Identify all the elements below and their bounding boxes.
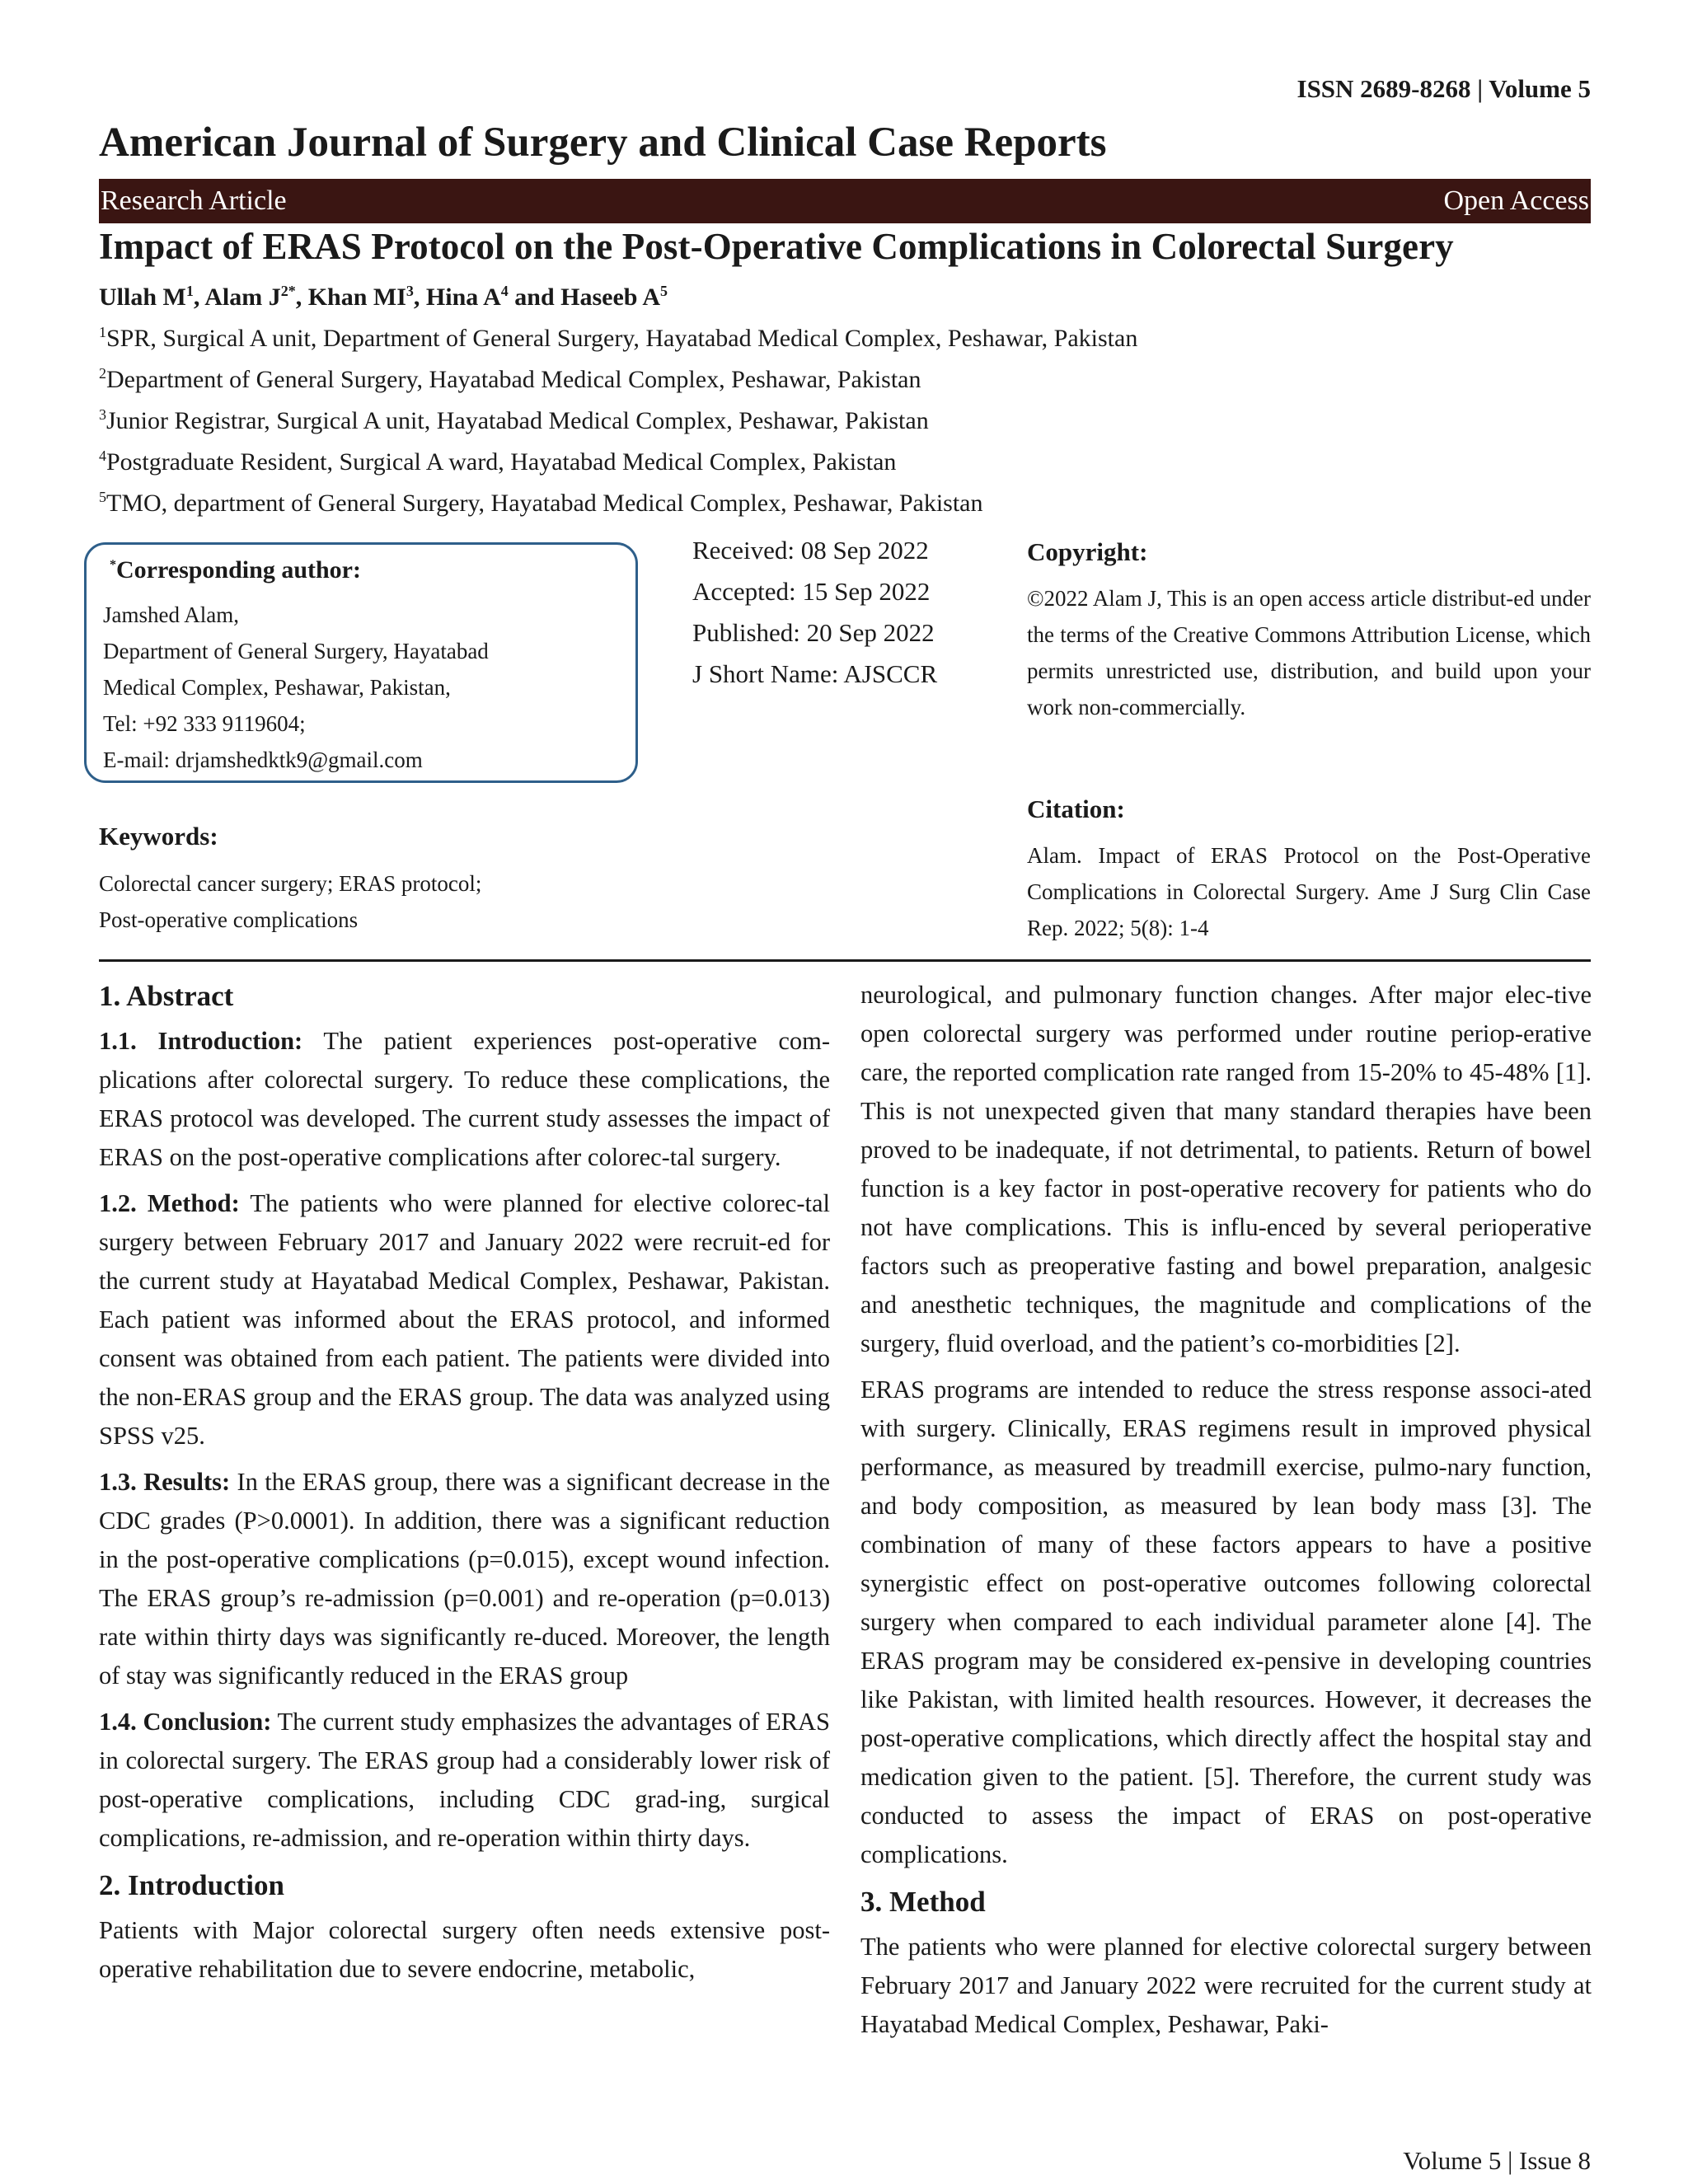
author: Haseeb A xyxy=(560,284,660,311)
affiliation xyxy=(99,407,929,435)
author-affiliation-mark: 3 xyxy=(406,283,414,299)
affiliation xyxy=(99,366,921,394)
author-affiliation-mark: 2* xyxy=(280,283,296,299)
affiliation-text: Postgraduate Resident, Surgical A ward, Hayatabad Medical Complex, Pakistan xyxy=(106,448,897,476)
introduction-heading: 2. Introduction xyxy=(99,1869,284,1901)
author-affiliation-mark: 4 xyxy=(500,283,509,299)
abstract-results-text: In the ERAS group, there was a significant decrease in the CDC grades (P>0.0001). In addition, there was a significant reduction in the post-operative complications (p=0.015), except wound infection. The ERAS group’s re-admission (p=0.001) and re-operation (p=0.013) rate within thirty days was significantly re-duced. Moreover, the length of stay was significantly reduced in the ERAS group xyxy=(99,1468,830,1690)
author-affiliation-mark: 5 xyxy=(660,283,668,299)
corresponding-author-heading xyxy=(110,556,361,584)
affiliation-number: 5 xyxy=(99,489,106,505)
affiliation-number: 2 xyxy=(99,365,106,382)
introduction-continued-paragraph: neurological, and pulmonary function changes. After major elec-tive open colorectal surgery was performed under routine periop-erative care, the reported complication rate ranged from 15-20% to 45-48% [1]. This is not unexpected given that many standard therapies have been proved to be inadequate, if not detrimental, to patients. Return of bowel function is a key factor in post-operative recovery for patients who do not have complications. This is influ-enced by several perioperative factors such as preoperative fasting and bowel preparation, analgesic and anesthetic techniques, the magnitude and complications of the surgery, fluid overload, and the patient’s co-morbidities [2]. xyxy=(860,981,1592,1357)
affiliation xyxy=(99,448,896,476)
abstract-heading: 1. Abstract xyxy=(99,980,234,1012)
article-title: Impact of ERAS Protocol on the Post-Operative Complications in Colorectal Surgery xyxy=(99,226,1454,267)
abstract-conclusion-text: The current study emphasizes the advantages of ERAS in colorectal surgery. The ERAS group had a considerably lower risk of post-operative complications, including CDC grad-ing, surgical complications, re-admission, and re-operation within thirty days. xyxy=(99,1708,830,1852)
left-column xyxy=(99,976,830,1996)
author: Khan MI xyxy=(307,284,406,311)
copyright-text: ©2022 Alam J, This is an open access article distribut-ed under the terms of the Creative Commons Attribution License, which permits unrestricted use, distribution, and build upon your work non-commercially. xyxy=(1027,586,1591,719)
published-date: Published: 20 Sep 2022 xyxy=(692,618,935,647)
author-affiliation-mark: 1 xyxy=(185,283,194,299)
affiliation xyxy=(99,490,983,518)
affiliation-number: 1 xyxy=(99,324,106,340)
corresponding-author-email[interactable]: E-mail: drjamshedktk9@gmail.com xyxy=(103,748,423,772)
abstract-results-label: 1.3. Results: xyxy=(99,1468,231,1496)
citation-text: Alam. Impact of ERAS Protocol on the Post-Operative Complications in Colorectal Surgery. Ame J Surg Clin Case Rep. 2022; 5(8): 1-4 xyxy=(1027,843,1591,940)
article-type: Research Article xyxy=(101,185,287,216)
author: Hina A xyxy=(425,284,501,311)
affiliation-text: SPR, Surgical A unit, Department of General Surgery, Hayatabad Medical Complex, Peshawar, Pakistan xyxy=(106,325,1138,352)
abstract-introduction-text: The patient experiences post-operative com-plications after colorectal surgery. To reduce these complications, the ERAS protocol was developed. The current study assesses the impact of ERAS on the post-operative complications after colorec-tal surgery. xyxy=(99,1027,830,1171)
affiliation-text: Department of General Surgery, Hayatabad Medical Complex, Peshawar, Pakistan xyxy=(106,366,921,393)
method-heading: 3. Method xyxy=(860,1886,986,1918)
author-separator: , xyxy=(295,284,308,311)
abstract-results xyxy=(99,1463,830,1695)
section-divider xyxy=(99,959,1591,962)
eras-programs-paragraph: ERAS programs are intended to reduce the stress response associ-ated with surgery. Clinically, ERAS regimens result in improved physical performance, as measured by treadmill exercise, pulmo-nary function, and body composition, as measured by lean body mass [3]. The combination of many of these factors appears to have a positive synergistic effect on post-operative outcomes following colorectal surgery when compared to each individual parameter alone [4]. The ERAS program may be considered ex-pensive in developing countries like Pakistan, with limited health resources. However, it decreases the post-operative complications, which directly affect the hospital stay and medication given to the patient. [5]. Therefore, the current study was conducted to assess the impact of ERAS on post-operative complications. xyxy=(860,1376,1592,1868)
author: Ullah M xyxy=(99,284,186,311)
page-footer: Volume 5 | Issue 8 xyxy=(1403,2146,1591,2175)
affiliation-text: Junior Registrar, Surgical A unit, Hayatabad Medical Complex, Peshawar, Pakistan xyxy=(106,407,929,434)
author: Alam J xyxy=(204,284,281,311)
corresponding-author-phone: Tel: +92 333 9119604; xyxy=(103,711,306,736)
abstract-method-label: 1.2. Method: xyxy=(99,1189,240,1217)
author-separator: , xyxy=(193,284,205,311)
article-type-bar xyxy=(99,179,1591,223)
keywords-text xyxy=(99,865,560,938)
journal-short-name: J Short Name: AJSCCR xyxy=(692,659,938,688)
accepted-date: Accepted: 15 Sep 2022 xyxy=(692,577,931,606)
author-separator: and xyxy=(508,284,561,311)
method-paragraph: The patients who were planned for elective colorectal surgery between February 2017 and January 2022 were recruited for the current study at Hayatabad Medical Complex, Peshawar, Paki- xyxy=(860,1933,1592,2038)
keywords-heading: Keywords: xyxy=(99,822,218,851)
right-column xyxy=(860,976,1592,2051)
affiliation-number: 4 xyxy=(99,448,106,464)
received-date: Received: 08 Sep 2022 xyxy=(692,536,929,565)
corresponding-author-title: Corresponding author: xyxy=(116,556,361,583)
corresponding-author-institution: Medical Complex, Peshawar, Pakistan, xyxy=(103,675,451,700)
affiliation-number: 3 xyxy=(99,406,106,423)
open-access-label: Open Access xyxy=(1443,185,1589,216)
introduction-paragraph: Patients with Major colorectal surgery often needs extensive post-operative rehabilitation due to severe endocrine, metabolic, xyxy=(99,1916,830,1983)
keywords-line: Colorectal cancer surgery; ERAS protocol; xyxy=(99,871,482,896)
corresponding-author-box xyxy=(84,542,638,783)
corresponding-author-department: Department of General Surgery, Hayatabad xyxy=(103,639,489,663)
issn-volume: ISSN 2689-8268 | Volume 5 xyxy=(1296,74,1591,103)
affiliation-text: TMO, department of General Surgery, Hayatabad Medical Complex, Peshawar, Pakistan xyxy=(106,490,983,517)
author-list xyxy=(99,284,668,312)
copyright-heading: Copyright: xyxy=(1027,537,1148,566)
abstract-conclusion-label: 1.4. Conclusion: xyxy=(99,1708,272,1736)
abstract-conclusion xyxy=(99,1703,830,1858)
abstract-introduction-label: 1.1. Introduction: xyxy=(99,1027,303,1055)
corresponding-author-name: Jamshed Alam, xyxy=(103,602,239,627)
asterisk-mark: * xyxy=(110,558,116,572)
abstract-introduction xyxy=(99,1022,830,1177)
author-separator: , xyxy=(413,284,426,311)
abstract-method xyxy=(99,1184,830,1455)
abstract-method-text: The patients who were planned for elective colorec-tal surgery between February 2017 and January 2022 were recruit-ed for the current study at Hayatabad Medical Complex, Peshawar, Pakistan. Each patient was informed about the ERAS protocol, and informed consent was obtained from each patient. The patients were divided into the non-ERAS group and the ERAS group. The data was analyzed using SPSS v25. xyxy=(99,1189,830,1450)
keywords-line: Post-operative complications xyxy=(99,907,359,932)
affiliation xyxy=(99,325,1137,353)
journal-title: American Journal of Surgery and Clinical Case Reports xyxy=(99,120,1107,166)
citation-heading: Citation: xyxy=(1027,794,1125,823)
